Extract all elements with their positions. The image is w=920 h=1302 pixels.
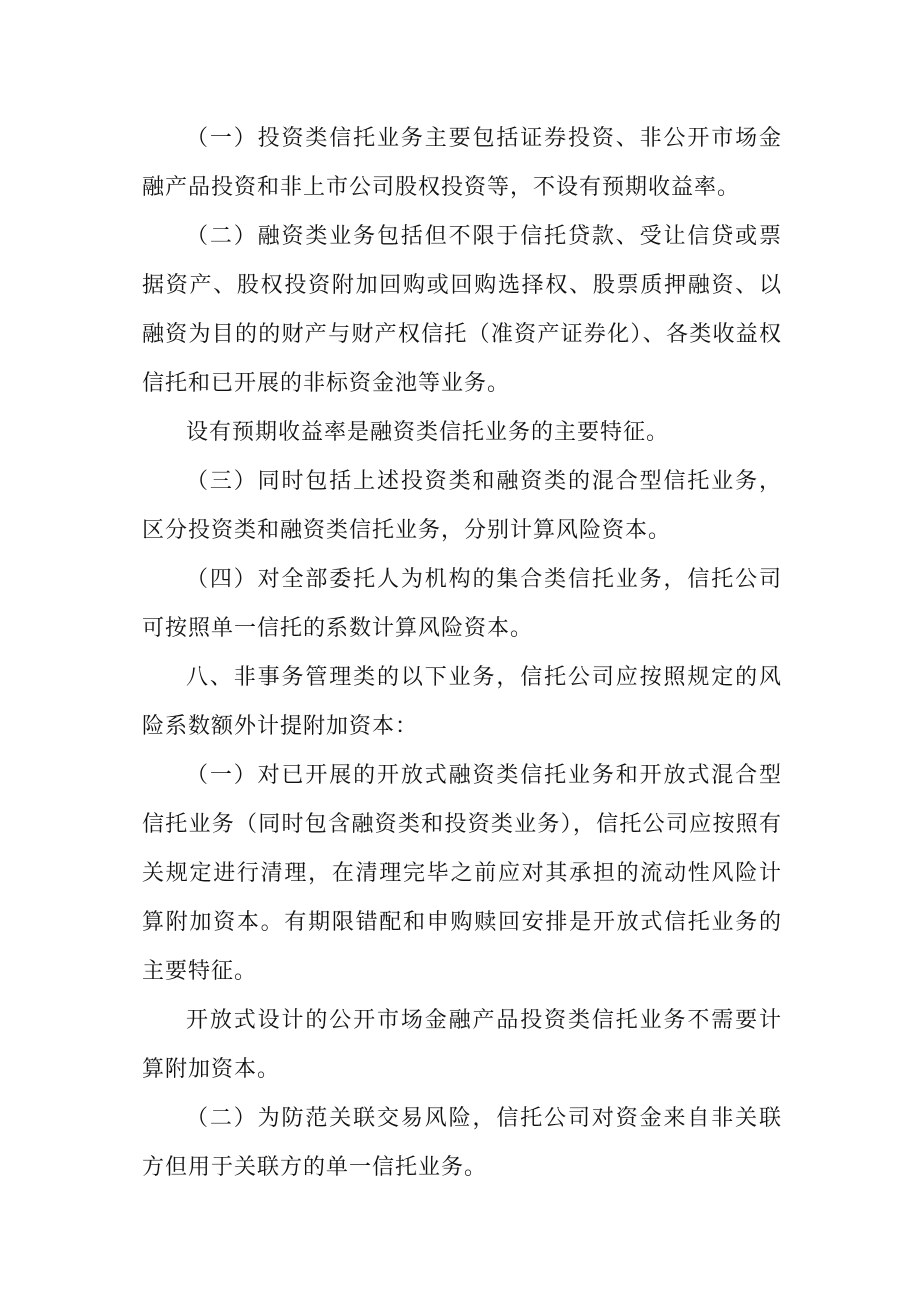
paragraph-financing-business: （二）融资类业务包括但不限于信托贷款、受让信贷或票据资产、股权投资附加回购或回购选择权、股票质押融资、以融资为目的的财产与财产权信托（准资产证券化）、各类收益权信托和已开展的非标资金池等业务。	[142, 224, 782, 396]
paragraph-open-ended-exemption: 开放式设计的公开市场金融产品投资类信托业务不需要计算附加资本。	[142, 1008, 782, 1082]
paragraph-mixed-trust: （三）同时包括上述投资类和融资类的混合型信托业务，区分投资类和融资类信托业务，分别计算风险资本。	[142, 469, 782, 543]
paragraph-open-ended-trust: （一）对已开展的开放式融资类信托业务和开放式混合型信托业务（同时包含融资类和投资类业务），信托公司应按照有关规定进行清理，在清理完毕之前应对其承担的流动性风险计算附加资本。有期限错配和申购赎回安排是开放式信托业务的主要特征。	[142, 763, 782, 984]
document-body	[142, 114, 782, 1192]
paragraph-financing-feature: 设有预期收益率是融资类信托业务的主要特征。	[186, 420, 670, 445]
paragraph-section-eight: 八、非事务管理类的以下业务，信托公司应按照规定的风险系数额外计提附加资本：	[142, 665, 782, 739]
paragraph-institutional-collective: （四）对全部委托人为机构的集合类信托业务，信托公司可按照单一信托的系数计算风险资本。	[142, 567, 782, 641]
paragraph-investment-trust: （一）投资类信托业务主要包括证券投资、非公开市场金融产品投资和非上市公司股权投资等，不设有预期收益率。	[142, 126, 782, 200]
paragraph-related-party: （二）为防范关联交易风险，信托公司对资金来自非关联方但用于关联方的单一信托业务。	[142, 1106, 782, 1180]
